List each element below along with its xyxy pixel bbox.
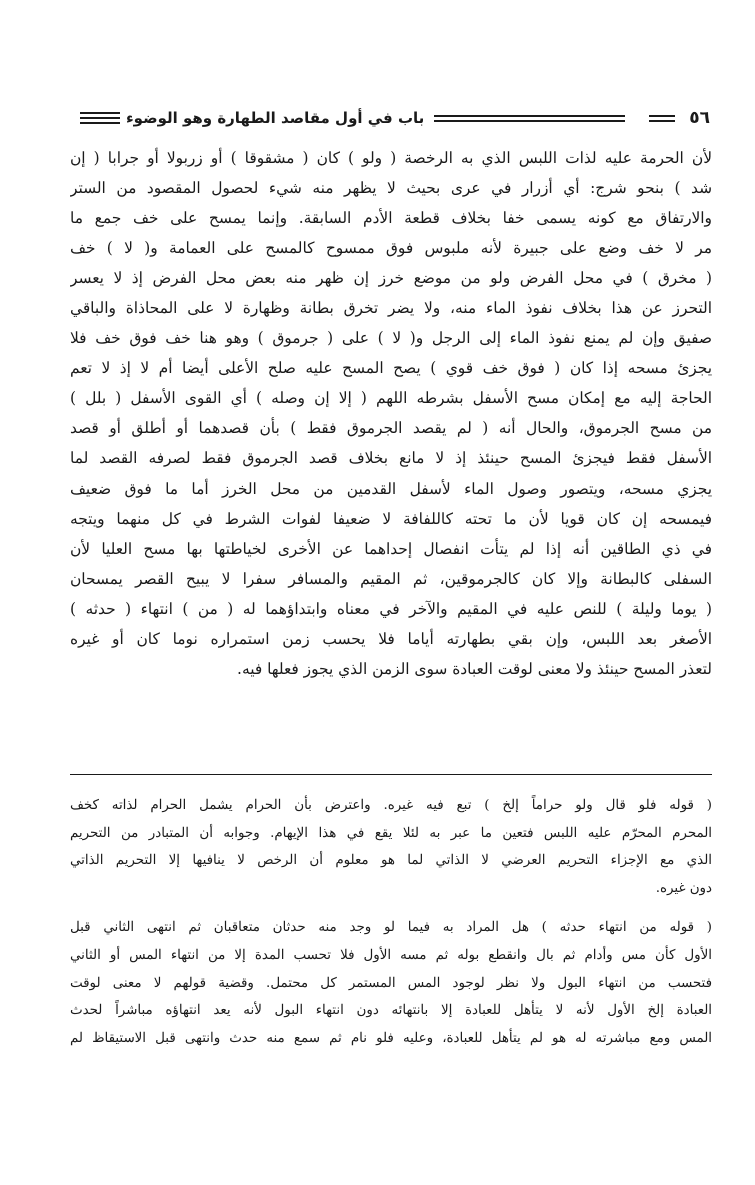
- main-text-line: ( يوما وليلة ) للنص عليه في المقيم والآخر في معناه وابتداؤهما له ( من ) انتهاء ( حدثه ): [70, 599, 712, 618]
- footnote-separator: [70, 774, 712, 775]
- footnote-line: ( قوله فلو قال ولو حراماً إلخ ) تبع فيه غيره. واعترض بأن الحرام يشمل الحرام لذاته كخف: [70, 798, 712, 813]
- page-header: [80, 104, 710, 132]
- main-text-line: فيمسحه إن كان قويا لأن ما تحته كاللفافة لا ضعيفا لفوات الشرط في كل منهما ويتجه: [70, 509, 712, 528]
- footnote-line: المحرم المحرّم عليه اللبس فتعين ما عبر به لئلا يقع في هذا الإيهام. وجوابه أن المتبادر من التحريم: [70, 825, 712, 841]
- footnote-line: دون غيره.: [655, 880, 712, 896]
- footnotes: [70, 792, 712, 1064]
- header-rule-right: [649, 115, 675, 122]
- main-text-line: مر لا خف وضع على جبيرة لأنه ملبوس فوق ممسوح كالمسح على العمامة و( لا ) خف: [70, 239, 712, 258]
- running-title: باب في أول مقاصد الطهارة وهو الوضوء: [126, 109, 425, 127]
- header-rule-left: [80, 112, 120, 124]
- main-text-line: شد ) بنحو شرج: أي أزرار في عرى بحيث لا يظهر منه شيء لحصول المقصود من الستر: [70, 179, 712, 198]
- main-text-line: يجزئ مسحه إذا كان ( فوق خف قوي ) يصح المسح عليه صلح الأعلى أيضا أم لا إذ لا تعم: [70, 359, 712, 378]
- main-text-line: السفلى كالبطانة وإلا كان كالجرموقين، ثم المقيم والمسافر سفرا لا يبيح القصر يمسحان: [70, 569, 712, 588]
- main-text-line: لأن الحرمة عليه لذات اللبس الذي به الرخصة ( ولو ) كان ( مشقوقا ) أو زربولا أو جرابا ( إن: [70, 149, 712, 167]
- footnote: [70, 792, 712, 902]
- footnote-line: ( قوله من انتهاء حدثه ) هل المراد به فيما لو وجد منه حدثان متعاقبان ثم انتهى الثاني قبل: [70, 920, 712, 936]
- main-text-line: التحرز عن هذا بخلاف نفوذ الماء منه، ولا يضر تخرق بطانة وظهارة لا على المحاذاة والباقي: [70, 299, 712, 318]
- page-number: ٥٦: [689, 108, 710, 128]
- footnote-line: العبادة إلخ الأول لأنه لا يتأهل للعبادة إلا بانتهائه دون انتهاء البول لأنه يعد انتهاؤه مباشراً لحدث: [70, 1003, 712, 1019]
- main-text-line: الأصغر بعد اللبس، وإن بقي بطهارته أياما فلا يحسب زمن استمراره نوما كان أو غيره: [70, 629, 712, 648]
- main-text-line: في ذي الطاقين أنه إذا لم يتأت انفصال إحداهما عن الأخرى لخياطتها بها مسح العليا لأن: [70, 539, 712, 558]
- main-text: [70, 143, 712, 684]
- main-text-line: الأسفل فقط فيجزئ المسح حينئذ إذ لا مانع بخلاف قصد الجرموق فقط لصرفه القصد لما: [70, 449, 712, 468]
- main-text-line: من مسح الجرموق، والحال أنه ( لم يقصد الجرموق فقط ) بأن قصدهما أو أطلق أو قصد: [70, 419, 712, 438]
- footnote-line: الذي مع الإجزاء التحريم العرضي لا الذاتي لما هو معلوم أن الرخص لا ينافيها إلا التحريم الذاتي: [70, 853, 712, 869]
- footnote-line: المس ومع مباشرته له هو لم يتأهل للعبادة، وعليه فلو نام ثم سمع منه حدث وانتهى قبل الاستيقاظ لم: [70, 1030, 712, 1046]
- footnote-line: فتحسب من انتهاء البول ولا نظر لوجود المس المستمر كل محتمل. وقضية قولهم لا معنى لوقت: [70, 975, 712, 991]
- main-text-line: لتعذر المسح حينئذ ولا معنى لوقت العبادة سوى الزمن الذي يجوز فعلها فيه.: [237, 659, 712, 678]
- main-text-line: الحاجة إليه مع إمكان مسح الأسفل بشرطه اللهم ( إلا إن وصله ) أي القوى الأسفل ( بلل ): [70, 389, 712, 408]
- main-text-line: صفيق وإن لم يمنع نفوذ الماء إلى الرجل و( لا ) على ( جرموق ) وهو هنا خف فوق خف فلا: [70, 329, 712, 348]
- main-text-line: والارتفاق مع كونه يسمى خفا بخلاف قطعة الأدم السابقة. وإنما يمسح على خف جمع ما: [70, 209, 712, 228]
- footnote-line: الأول كأن مس وأدام ثم بال وانقطع بوله ثم مسه الأول فلا تحسب المدة إلا من انتهاء المس أو الثاني: [70, 947, 712, 963]
- footnote: [70, 914, 712, 1052]
- header-rule-middle: [434, 115, 625, 122]
- main-text-line: يجزي مسحه، ويتصور وصول الماء لأسفل القدمين من محل الخرز أما ما فوق ضعيف: [70, 479, 712, 498]
- main-text-line: ( مخرق ) في محل الفرض ولو من موضع خرز إن ظهر منه بعض محل الفرض إذ لا يعسر: [70, 269, 712, 288]
